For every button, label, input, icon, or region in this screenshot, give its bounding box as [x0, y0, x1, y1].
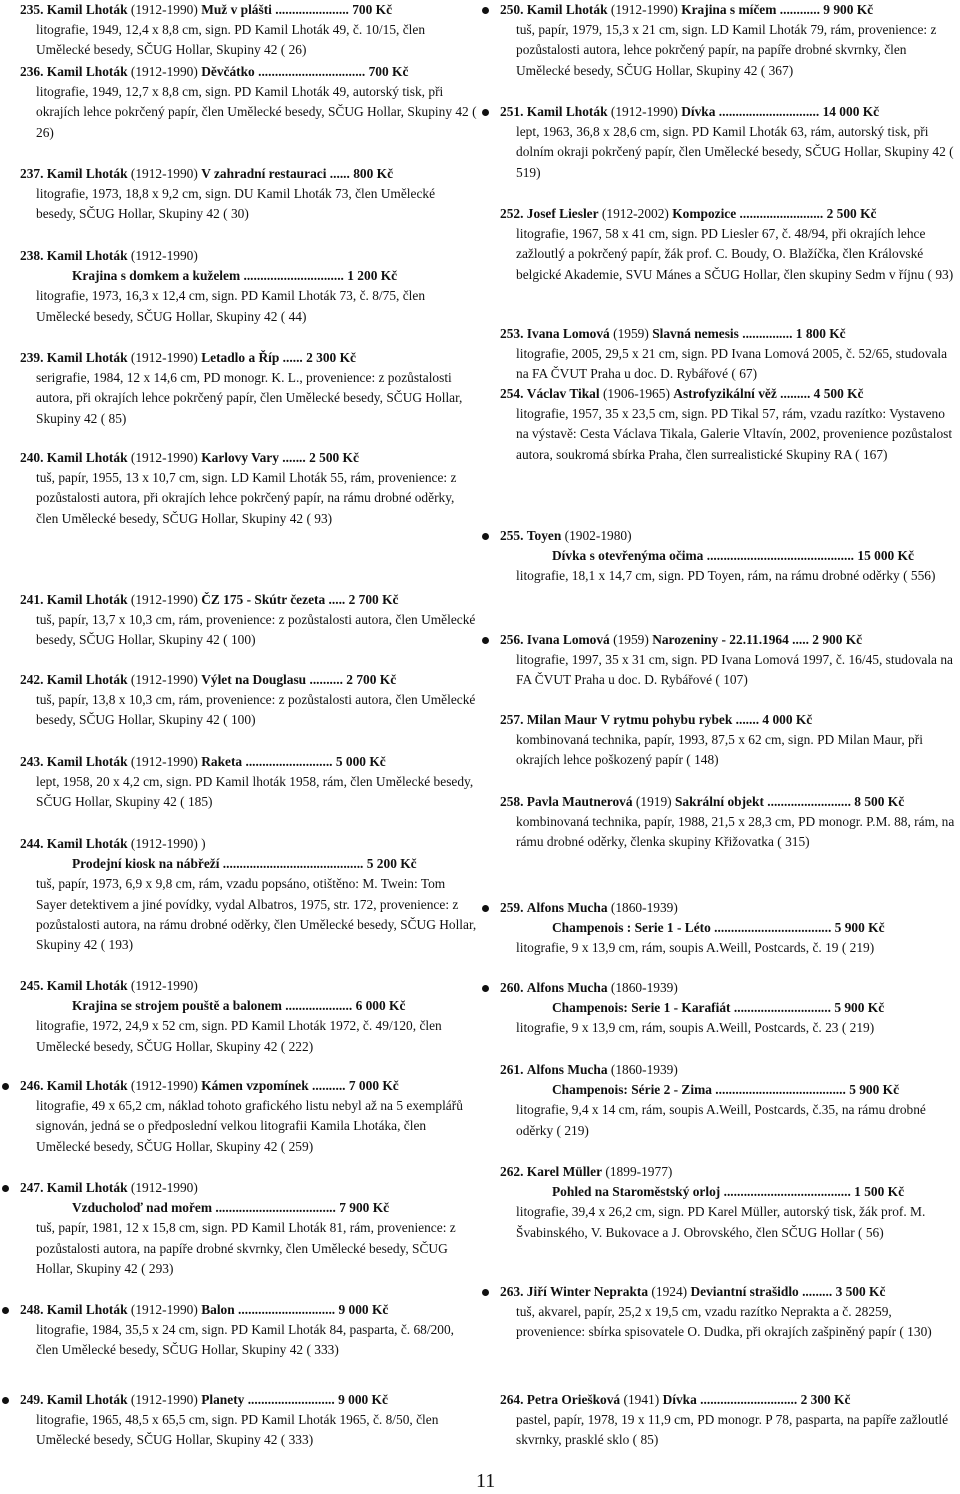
- artist-name: Kamil Lhoták: [46, 836, 128, 851]
- lot-heading: [0, 976, 478, 996]
- artist-name: Kamil Lhoták: [46, 1180, 128, 1195]
- artist-years: (1912-1990): [130, 1302, 198, 1317]
- artist-name: Kamil Lhoták: [46, 1302, 128, 1317]
- artist-years: (1860-1939): [610, 900, 678, 915]
- lot-number: 248.: [20, 1302, 44, 1317]
- lot-description: tuš, papír, 13,8 x 10,3 cm, rám, provenience: z pozůstalosti autora, člen Umělecké besedy, SČUG Hollar, Skupiny 42 ( 100): [36, 692, 476, 728]
- artwork-title: Muž v plášti: [201, 2, 272, 17]
- lot-entry: [480, 1282, 960, 1343]
- leader-dots: .........................: [736, 206, 824, 221]
- lot-heading: [0, 834, 478, 854]
- artwork-title: Narozeniny - 22.11.1964: [652, 632, 789, 647]
- title-row: [0, 854, 478, 874]
- artist-years: (1912-1990): [610, 104, 678, 119]
- artist-name: Pavla Mautnerová: [526, 794, 633, 809]
- artwork-title: Krajina s domkem a kuželem: [72, 268, 241, 284]
- lot-entry: [480, 204, 960, 285]
- leader-dots: .....: [325, 592, 346, 607]
- lot-price: 7 000 Kč: [345, 1078, 399, 1093]
- lot-heading: [0, 164, 478, 184]
- lot-number: 239.: [20, 350, 44, 365]
- lot-entry: [480, 630, 960, 691]
- artist-name: Kamil Lhoták: [46, 1078, 128, 1093]
- lot-price: 5 900 Kč: [845, 1082, 900, 1098]
- lot-heading: [0, 1076, 478, 1096]
- lot-heading: [0, 246, 478, 266]
- lot-entry: [480, 792, 960, 853]
- title-row: [480, 1080, 960, 1100]
- lot-heading: [0, 1178, 478, 1198]
- artist-name: Karel Müller: [526, 1164, 603, 1179]
- leader-dots: .............................: [234, 1302, 336, 1317]
- lot-number: 259.: [500, 900, 524, 915]
- artwork-title: Slavná nemesis: [652, 326, 739, 341]
- lot-price: 4 500 Kč: [810, 386, 864, 401]
- lot-number: 244.: [20, 836, 44, 851]
- artist-name: Václav Tikal: [526, 386, 600, 401]
- lot-price: 700 Kč: [348, 2, 393, 17]
- lot-heading: [480, 792, 960, 812]
- lot-price: 2 700 Kč: [342, 672, 397, 687]
- artist-name: Ivana Lomová: [526, 632, 610, 647]
- artwork-title: Kámen vzpomínek: [201, 1078, 309, 1093]
- lot-heading: [0, 62, 478, 82]
- lot-description: tuš, papír, 1973, 6,9 x 9,8 cm, rám, vzadu popsáno, otištěno: M. Twein: Tom Sayer detektivem a jiné povídky, vydal Albatros, 1975, str. 172, provenience: z pozůstalosti autora, na rámu drobné oděrky, člen Umělecké besedy, SČUG Hollar, Skupiny 42 ( 193): [36, 876, 477, 953]
- lot-heading: [480, 526, 960, 546]
- artist-years: (1899-1977): [605, 1164, 673, 1179]
- leader-dots: .......: [278, 450, 306, 465]
- lot-description: serigrafie, 1984, 12 x 14,6 cm, PD monogr. K. L., provenience: z pozůstalosti autora, při okrajích lehce pokrčený papír, člen Umělecké besedy, SČUG Hollar, Skupiny 42 ( 85): [36, 370, 463, 426]
- lot-heading: [480, 0, 960, 20]
- lot-entry: [0, 1178, 478, 1279]
- artist-name: Kamil Lhoták: [46, 2, 128, 17]
- artist-name: Kamil Lhoták: [46, 754, 128, 769]
- title-row: [480, 918, 960, 938]
- artist-years: (1860-1939): [610, 1062, 678, 1077]
- leader-dots: ..........: [306, 672, 343, 687]
- artist-years: (1919): [635, 794, 672, 809]
- lot-number: 247.: [20, 1180, 44, 1195]
- lot-description: litografie, 1949, 12,4 x 8,8 cm, sign. PD Kamil Lhoták 49, č. 10/15, člen Umělecké besedy, SČUG Hollar, Skupiny 42 ( 26): [36, 22, 426, 58]
- leader-dots: .......................................: [711, 1082, 846, 1098]
- leader-dots: ...................................: [710, 920, 832, 936]
- artist-years: (1906-1965): [602, 386, 670, 401]
- lot-price: 6 000 Kč: [352, 998, 406, 1014]
- lot-entry: [480, 710, 960, 771]
- artwork-title: Karlovy Vary: [201, 450, 279, 465]
- lot-description: pastel, papír, 1978, 19 x 11,9 cm, PD monogr. P 78, pasparta, na papíře zažloutlé skvrnky, prasklé sklo ( 85): [516, 1412, 949, 1448]
- lot-price: 9 900 Kč: [819, 2, 874, 17]
- lot-entry: [0, 1390, 478, 1451]
- lot-heading: [480, 898, 960, 918]
- lot-heading: [0, 1300, 478, 1320]
- artist-name: Jiří Winter Neprakta: [526, 1284, 649, 1299]
- lot-description: litografie, 9 x 13,9 cm, rám, soupis A.Weill, Postcards, č. 19 ( 219): [516, 940, 875, 956]
- lot-price: 5 200 Kč: [363, 856, 417, 872]
- page-number: 11: [476, 1470, 496, 1492]
- artwork-title: Dívka: [681, 104, 716, 119]
- artwork-title: V rytmu pohybu rybek: [600, 712, 733, 727]
- leader-dots: .............................: [730, 1000, 831, 1016]
- lot-description: litografie, 1949, 12,7 x 8,8 cm, sign. PD Kamil Lhoták 49, autorský tisk, při okrajích lehce pokrčený papír, člen Umělecké besedy, SČUG Hollar, Skupiny 42 ( 26): [36, 84, 477, 140]
- lot-price: 2 700 Kč: [345, 592, 399, 607]
- lot-number: 252.: [500, 206, 524, 221]
- lot-price: 800 Kč: [349, 166, 394, 181]
- lot-description: tuš, papír, 1955, 13 x 10,7 cm, sign. LD Kamil Lhoták 55, rám, provenience: z pozůstalosti autora, při okrajích lehce pokrčený papír, na rámu drobné oděrky, člen Umělecké besedy, SČUG Hollar, Skupiny 42 ( 93): [36, 470, 457, 526]
- lot-description: lept, 1963, 36,8 x 28,6 cm, sign. PD Kamil Lhoták 63, rám, autorský tisk, při dolním okraji pokrčený papír, člen Umělecké besedy, SČUG Hollar, Skupiny 42 ( 519): [516, 124, 954, 180]
- title-row: [0, 1198, 478, 1218]
- artist-name: Kamil Lhoták: [46, 672, 128, 687]
- artwork-title: Kompozice: [672, 206, 737, 221]
- title-row: [0, 996, 478, 1016]
- lot-number: 243.: [20, 754, 44, 769]
- lot-entry: [0, 670, 478, 731]
- artist-name: Kamil Lhoták: [46, 1392, 128, 1407]
- artwork-title: Raketa: [201, 754, 243, 769]
- leader-dots: ................................: [254, 64, 366, 79]
- artist-years: (1912-1990): [130, 754, 198, 769]
- lot-number: 253.: [500, 326, 524, 341]
- artist-name: Kamil Lhoták: [46, 248, 128, 263]
- artist-years: (1912-1990): [130, 1180, 198, 1195]
- artist-years: (1912-1990): [130, 978, 198, 993]
- artist-name: Kamil Lhoták: [46, 64, 128, 79]
- lot-heading: [480, 204, 960, 224]
- artwork-title: Krajina s míčem: [681, 2, 777, 17]
- leader-dots: ......: [279, 350, 303, 365]
- artist-years: (1902-1980): [564, 528, 632, 543]
- lot-price: 2 300 Kč: [797, 1392, 851, 1407]
- lot-entry: [0, 348, 478, 429]
- lot-heading: [480, 1282, 960, 1302]
- lot-number: 235.: [20, 2, 44, 17]
- artwork-title: Sakrální objekt: [674, 794, 764, 809]
- lot-entry: [0, 976, 478, 1057]
- lot-price: 9 000 Kč: [335, 1302, 389, 1317]
- title-row: [480, 546, 960, 566]
- lot-description: litografie, 1957, 35 x 23,5 cm, sign. PD Tikal 57, rám, vzadu razítko: Vystaveno na výstavě: Cesta Václava Tikala, Galerie Vltavín, 2002, provenience pozůstalost autora, soukromá sbírka Praha, člen surrealistické Skupiny RA ( 167): [516, 406, 953, 462]
- lot-description: tuš, papír, 1981, 12 x 15,8 cm, sign. PD Kamil Lhoták 81, rám, provenience: z pozůstalosti autora, na papíře drobné skvrnky, člen Umělecké besedy, SČUG Hollar, Skupiny 42 ( 293): [36, 1220, 456, 1276]
- artist-name: Alfons Mucha: [526, 1062, 608, 1077]
- lot-heading: [480, 1060, 960, 1080]
- lot-price: 3 500 Kč: [832, 1284, 886, 1299]
- artist-years: (1912-1990): [130, 2, 198, 17]
- lot-number: 258.: [500, 794, 524, 809]
- lot-number: 263.: [500, 1284, 524, 1299]
- title-row: [480, 998, 960, 1018]
- lot-price: 1 200 Kč: [343, 268, 398, 284]
- lot-price: 7 900 Kč: [335, 1200, 390, 1216]
- lot-entry: [0, 62, 478, 143]
- lot-number: 238.: [20, 248, 44, 263]
- leader-dots: ......: [326, 166, 350, 181]
- artist-years: (1912-1990): [130, 672, 198, 687]
- lot-price: 2 500 Kč: [305, 450, 359, 465]
- lot-heading: [0, 1390, 478, 1410]
- lot-number: 260.: [500, 980, 524, 995]
- artwork-title: Výlet na Douglasu: [201, 672, 307, 687]
- artist-years: (1912-1990): [130, 1078, 198, 1093]
- lot-heading: [0, 348, 478, 368]
- artist-name: Kamil Lhoták: [46, 350, 128, 365]
- lot-number: 241.: [20, 592, 44, 607]
- lot-description: tuš, akvarel, papír, 25,2 x 19,5 cm, vzadu razítko Neprakta a č. 28259, provenience: sbírka spisovatele O. Dudka, při okrajích zašpiněný papír ( 130): [516, 1304, 932, 1340]
- artist-years: (1912-1990): [130, 1392, 198, 1407]
- artist-years: (1860-1939): [610, 980, 678, 995]
- artist-years: (1912-2002): [601, 206, 669, 221]
- title-row: [480, 1182, 960, 1202]
- leader-dots: ..........................: [242, 754, 333, 769]
- lot-entry: [480, 102, 960, 183]
- leader-dots: ......................: [271, 2, 349, 17]
- artwork-title: Planety: [201, 1392, 245, 1407]
- lot-description: litografie, 9,4 x 14 cm, rám, soupis A.Weill, Postcards, č.35, na rámu drobné oděrky ( 219): [516, 1102, 926, 1138]
- artwork-title: Deviantní strašidlo: [690, 1284, 799, 1299]
- lot-heading: [480, 978, 960, 998]
- lot-description: litografie, 1997, 35 x 31 cm, sign. PD Ivana Lomová 1997, č. 16/45, studovala na FA ČVUT Praha u doc. D. Rybářové ( 107): [516, 652, 953, 688]
- lot-description: litografie, 1984, 35,5 x 24 cm, sign. PD Kamil Lhoták 84, pasparta, č. 68/200, člen Umělecké besedy, SČUG Hollar, Skupiny 42 ( 333): [36, 1322, 455, 1358]
- artist-name: Alfons Mucha: [526, 900, 608, 915]
- artwork-title: V zahradní restauraci: [201, 166, 327, 181]
- lot-description: kombinovaná technika, papír, 1988, 21,5 x 28,3 cm, PD monogr. P.M. 88, rám, na rámu drobné oděrky, členka skupiny Křižovatka ( 315): [516, 814, 955, 850]
- lot-description: litografie, 1973, 16,3 x 12,4 cm, sign. PD Kamil Lhoták 73, č. 8/75, člen Umělecké besedy, SČUG Hollar, Skupiny 42 ( 44): [36, 288, 426, 324]
- artist-name: Kamil Lhoták: [46, 166, 128, 181]
- artist-years: (1959): [613, 632, 649, 647]
- lot-number: 251.: [500, 104, 524, 119]
- lot-description: litografie, 39,4 x 26,2 cm, sign. PD Karel Müller, autorský tisk, žák prof. M. Švabinského, V. Bukovace a J. Obrovského, člen SČUG Hollar ( 56): [516, 1204, 926, 1240]
- lot-entry: [0, 246, 478, 327]
- lot-description: lept, 1958, 20 x 4,2 cm, sign. PD Kamil lhoták 1958, rám, člen Umělecké besedy, SČUG Hollar, Skupiny 42 ( 185): [36, 774, 474, 810]
- leader-dots: ...............: [738, 326, 793, 341]
- leader-dots: .........: [776, 386, 811, 401]
- leader-dots: ............: [776, 2, 820, 17]
- title-row: [0, 266, 478, 286]
- lot-entry: [0, 590, 478, 651]
- artist-years: (1912-1990): [130, 350, 198, 365]
- artwork-title: Astrofyzikální věž: [673, 386, 777, 401]
- leader-dots: .............................: [696, 1392, 798, 1407]
- artist-name: Kamil Lhoták: [46, 450, 128, 465]
- leader-dots: ..........................................: [219, 856, 364, 872]
- lot-entry: [480, 384, 960, 465]
- lot-price: 4 000 Kč: [759, 712, 813, 727]
- lot-number: 236.: [20, 64, 44, 79]
- artist-years: (1912-1990): [130, 450, 198, 465]
- lot-entry: [0, 448, 478, 529]
- artist-years: (1924): [651, 1284, 688, 1299]
- artist-name: Kamil Lhoták: [526, 104, 608, 119]
- leader-dots: .........................: [763, 794, 851, 809]
- lot-price: 1 800 Kč: [792, 326, 846, 341]
- lot-number: 257.: [500, 712, 524, 727]
- lot-price: 5 900 Kč: [831, 920, 885, 936]
- lot-description: litografie, 1972, 24,9 x 52 cm, sign. PD Kamil Lhoták 1972, č. 49/120, člen Umělecké besedy, SČUG Hollar, Skupiny 42 ( 222): [36, 1018, 442, 1054]
- lot-heading: [0, 448, 478, 468]
- lot-number: 240.: [20, 450, 44, 465]
- leader-dots: ............................................: [703, 548, 855, 564]
- lot-number: 249.: [20, 1392, 44, 1407]
- lot-entry: [480, 324, 960, 385]
- leader-dots: ......................................: [720, 1184, 851, 1200]
- lot-number: 245.: [20, 978, 44, 993]
- artwork-title: Dívka: [662, 1392, 697, 1407]
- artist-name: Ivana Lomová: [526, 326, 610, 341]
- lot-description: litografie, 49 x 65,2 cm, náklad tohoto grafického listu nebyl až na 5 exemplářů signován, jedná se o předposlední velkou litografii Kamila Lhotáka, člen Umělecké besedy, SČUG Hollar, Skupiny 42 ( 259): [36, 1098, 463, 1154]
- lot-heading: [480, 630, 960, 650]
- artist-name: Kamil Lhoták: [46, 592, 128, 607]
- artwork-title: Vzducholoď nad mořem: [72, 1200, 213, 1216]
- lot-price: 1 500 Kč: [850, 1184, 905, 1200]
- leader-dots: ..............................: [240, 268, 344, 284]
- lot-description: litografie, 1967, 58 x 41 cm, sign. PD Liesler 67, č. 48/94, při okrajích lehce zažloutlý a pokrčený papír, žák prof. C. Boudy, O. Blažíčka, člen Královské belgické Akademie, SVU Mánes a SČUG Hollar, člen skupiny Sedm v říjnu ( 93): [516, 226, 954, 282]
- lot-number: 250.: [500, 2, 524, 17]
- lot-entry: [480, 898, 960, 959]
- leader-dots: ....................................: [212, 1200, 336, 1216]
- lot-entry: [480, 1060, 960, 1141]
- lot-description: litografie, 1973, 18,8 x 9,2 cm, sign. DU Kamil Lhoták 73, člen Umělecké besedy, SČUG Hollar, Skupiny 42 ( 30): [36, 186, 436, 222]
- artist-years: (1912-1990): [130, 64, 198, 79]
- lot-heading: [0, 0, 478, 20]
- lot-entry: [0, 1300, 478, 1361]
- lot-description: kombinovaná technika, papír, 1993, 87,5 x 62 cm, sign. PD Milan Maur, při okrajích lehce poškozený papír ( 148): [516, 732, 923, 768]
- lot-heading: [480, 102, 960, 122]
- lot-number: 246.: [20, 1078, 44, 1093]
- artwork-title: Champenois : Serie 1 - Léto: [552, 920, 711, 936]
- lot-heading: [0, 670, 478, 690]
- lot-heading: [480, 1162, 960, 1182]
- lot-number: 261.: [500, 1062, 524, 1077]
- lot-number: 237.: [20, 166, 44, 181]
- lot-number: 256.: [500, 632, 524, 647]
- lot-heading: [0, 590, 478, 610]
- lot-number: 255.: [500, 528, 524, 543]
- artwork-title: Champenois: Série 2 - Zima: [552, 1082, 712, 1098]
- lot-number: 262.: [500, 1164, 524, 1179]
- lot-entry: [480, 0, 960, 81]
- lot-heading: [480, 324, 960, 344]
- lot-heading: [480, 1390, 960, 1410]
- artwork-title: Letadlo a Říp: [201, 350, 280, 365]
- lot-price: 2 500 Kč: [823, 206, 877, 221]
- artist-years: (1912-1990): [130, 248, 198, 263]
- lot-number: 264.: [500, 1392, 524, 1407]
- artwork-title: Champenois: Serie 1 - Karafiát: [552, 1000, 731, 1016]
- lot-description: litografie, 1965, 48,5 x 65,5 cm, sign. PD Kamil Lhoták 1965, č. 8/50, člen Umělecké besedy, SČUG Hollar, Skupiny 42 ( 333): [36, 1412, 439, 1448]
- artist-years: (1912-1990): [610, 2, 678, 17]
- artist-years: (1912-1990) ): [130, 836, 206, 851]
- lot-description: litografie, 9 x 13,9 cm, rám, soupis A.Weill, Postcards, č. 23 ( 219): [516, 1020, 875, 1036]
- lot-price: 9 000 Kč: [334, 1392, 388, 1407]
- lot-entry: [0, 0, 478, 61]
- artwork-title: Pohled na Staroměstský orloj: [552, 1184, 721, 1200]
- artist-name: Alfons Mucha: [526, 980, 608, 995]
- artist-name: Milan Maur: [526, 712, 598, 727]
- lot-description: tuš, papír, 13,7 x 10,3 cm, rám, provenience: z pozůstalosti autora, člen Umělecké besedy, SČUG Hollar, Skupiny 42 ( 100): [36, 612, 476, 648]
- artist-years: (1959): [613, 326, 649, 341]
- leader-dots: ..........................: [244, 1392, 335, 1407]
- artist-name: Toyen: [526, 528, 562, 543]
- artist-name: Kamil Lhoták: [46, 978, 128, 993]
- artwork-title: Dívka s otevřenýma očima: [552, 548, 704, 564]
- artwork-title: ČZ 175 - Skútr čezeta: [201, 592, 326, 607]
- lot-price: 8 500 Kč: [850, 794, 905, 809]
- leader-dots: ..........: [308, 1078, 346, 1093]
- lot-entry: [0, 752, 478, 813]
- lot-heading: [0, 752, 478, 772]
- lot-entry: [480, 526, 960, 587]
- lot-description: litografie, 2005, 29,5 x 21 cm, sign. PD Ivana Lomová 2005, č. 52/65, studovala na FA ČVUT Praha u doc. D. Rybářové ( 67): [516, 346, 948, 382]
- leader-dots: .........: [798, 1284, 833, 1299]
- lot-heading: [480, 384, 960, 404]
- artist-years: (1912-1990): [130, 166, 198, 181]
- artist-years: (1941): [623, 1392, 660, 1407]
- artwork-title: Děvčátko: [201, 64, 255, 79]
- leader-dots: .....: [788, 632, 809, 647]
- leader-dots: ..............................: [715, 104, 820, 119]
- artwork-title: Prodejní kiosk na nábřeží: [72, 856, 220, 872]
- lot-entry: [0, 164, 478, 225]
- artist-name: Petra Oriešková: [526, 1392, 621, 1407]
- leader-dots: .......: [732, 712, 760, 727]
- lot-entry: [0, 834, 478, 955]
- artwork-title: Krajina se strojem pouště a balonem: [72, 998, 282, 1014]
- lot-entry: [0, 1076, 478, 1157]
- lot-price: 15 000 Kč: [854, 548, 914, 564]
- lot-number: 242.: [20, 672, 44, 687]
- artwork-title: Balon: [201, 1302, 235, 1317]
- lot-price: 2 300 Kč: [302, 350, 356, 365]
- artist-name: Kamil Lhoták: [526, 2, 608, 17]
- lot-price: 5 900 Kč: [830, 1000, 885, 1016]
- lot-entry: [480, 978, 960, 1039]
- lot-price: 5 000 Kč: [332, 754, 386, 769]
- lot-entry: [480, 1390, 960, 1451]
- lot-heading: [480, 710, 960, 730]
- lot-number: 254.: [500, 386, 524, 401]
- lot-price: 14 000 Kč: [819, 104, 880, 119]
- artist-name: Josef Liesler: [526, 206, 599, 221]
- lot-description: litografie, 18,1 x 14,7 cm, sign. PD Toyen, rám, na rámu drobné oděrky ( 556): [516, 568, 936, 584]
- lot-price: 700 Kč: [365, 64, 409, 79]
- leader-dots: ....................: [281, 998, 353, 1014]
- artist-years: (1912-1990): [130, 592, 198, 607]
- lot-price: 2 900 Kč: [808, 632, 863, 647]
- lot-description: tuš, papír, 1979, 15,3 x 21 cm, sign. LD Kamil Lhoták 79, rám, provenience: z pozůstalosti autora, lehce pokrčený papír, na papíře drobné skvrnky, člen Umělecké besedy, SČUG Hollar, Skupiny 42 ( 367): [516, 22, 937, 78]
- lot-entry: [480, 1162, 960, 1243]
